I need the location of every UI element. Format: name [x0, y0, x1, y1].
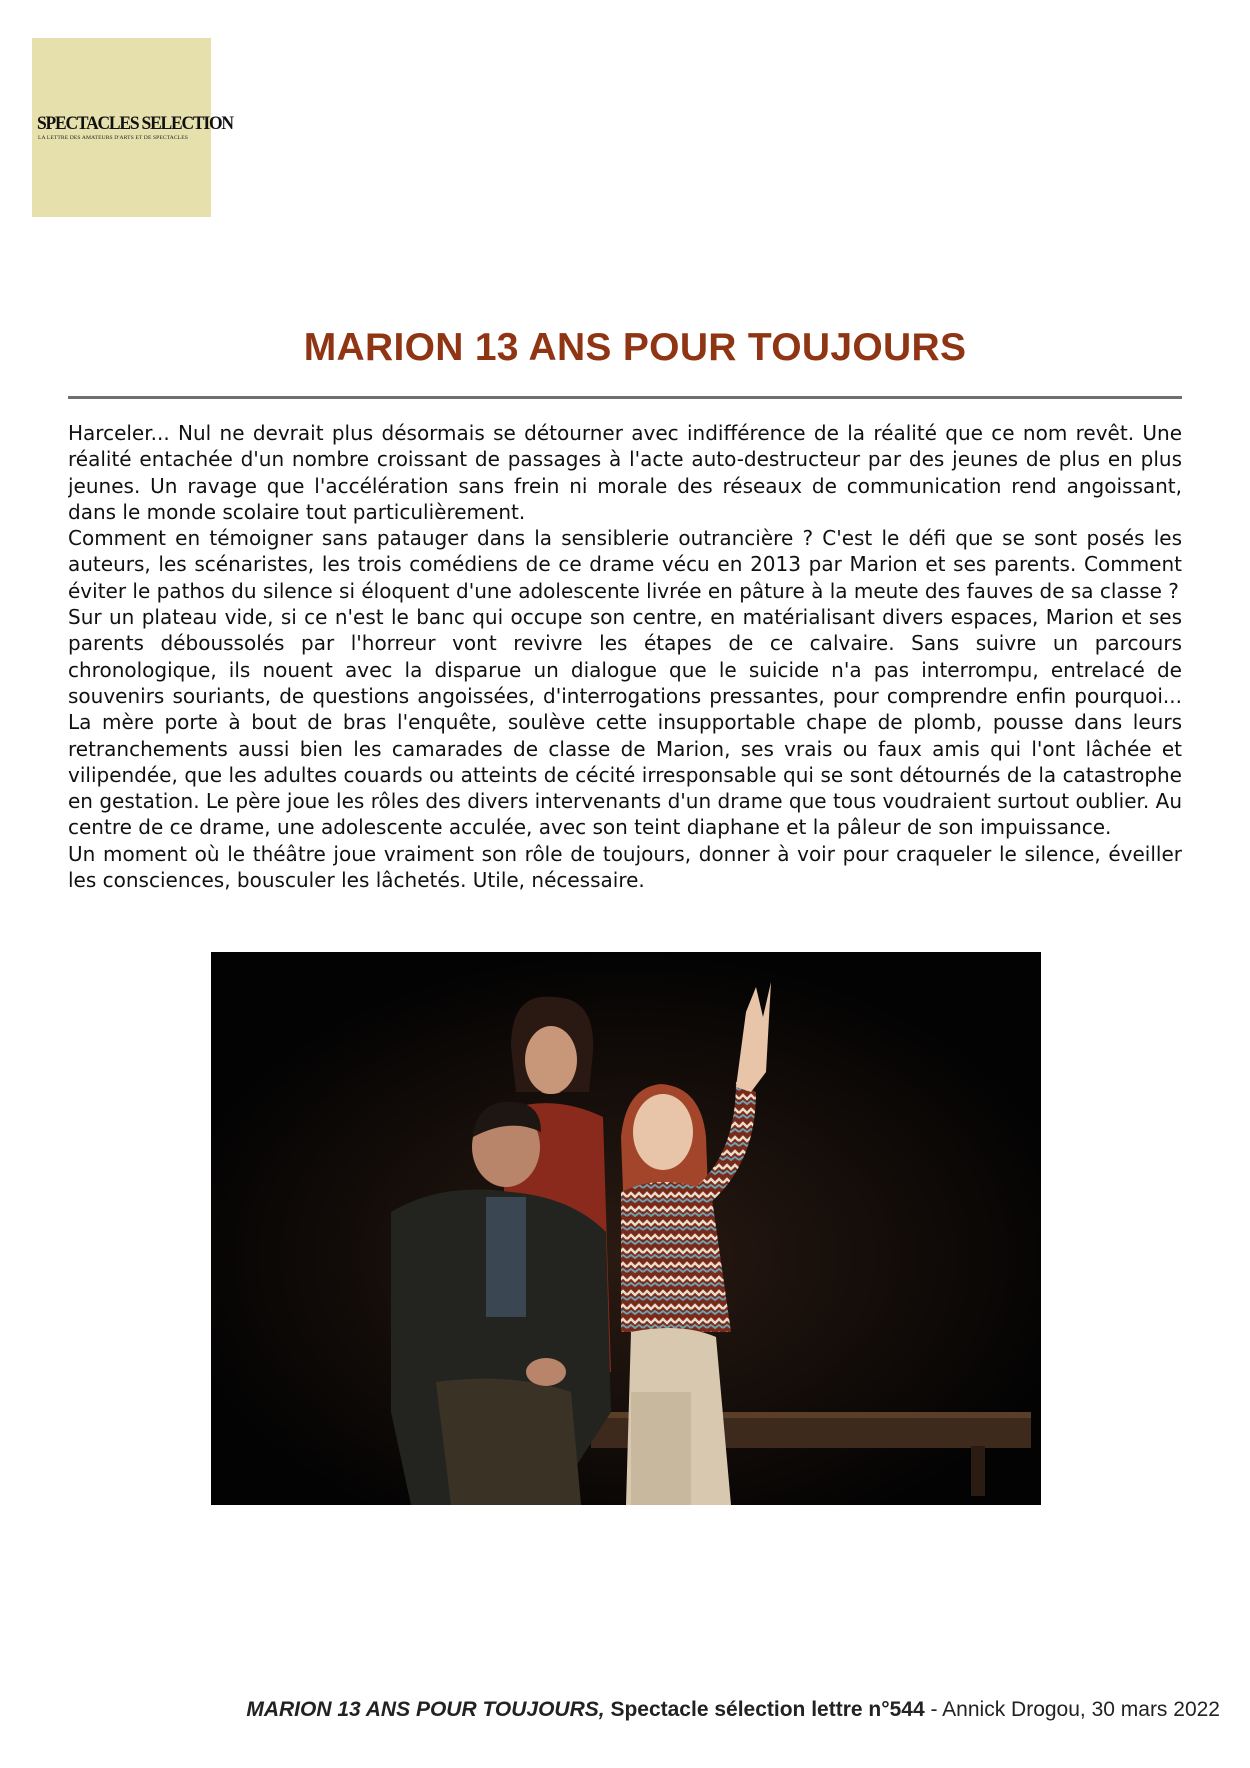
article-body — [68, 420, 1182, 950]
logo-subtitle: LA LETTRE DES AMATEURS D'ARTS ET DE SPECTACLES — [38, 135, 189, 141]
headline-divider — [68, 396, 1182, 399]
article-headline: MARION 13 ANS POUR TOUJOURS — [303, 326, 967, 369]
article-paragraph: Sur un plateau vide, si ce n'est le banc qui occupe son centre, en matérialisant divers espaces, Marion et ses parents déboussolés par l'horreur vont revivre les étapes de ce calvaire. Sans suivre un parcours chronologique, ils nouent avec la disparue un dialogue que le suicide n'a pas interrompu, entrelacé de souvenirs souriants, de questions angoissées, d'interrogations pressantes, pour comprendre enfin pourquoi... La mère porte à bout de bras l'enquête, soulève cette insupportable chape de plomb, pousse dans leurs retranchements aussi bien les camarades de classe de Marion, ses vrais ou faux amis qui l'ont lâchée et vilipendée, que les adultes couards ou atteints de cécité irresponsable qui se sont détournés de la catastrophe en gestation. Le père joue les rôles des divers intervenants d'un drame que tous voudraient surtout oublier. Au centre de ce drame, une adolescente acculée, avec son teint diaphane et la pâleur de son impuissance. — [68, 605, 1182, 840]
page-footer — [246, 1698, 1220, 1722]
logo-title: SPECTACLES SELECTION — [37, 113, 233, 134]
stage-photo — [211, 952, 1041, 1505]
footer-credit: - Annick Drogou, 30 mars 2022 — [930, 1698, 1220, 1721]
article-paragraph: Comment en témoigner sans patauger dans la sensiblerie outrancière ? C'est le défi que se sont posés les auteurs, les scénaristes, les trois comédiens de ce drame vécu en 2013 par Marion et ses parents. Comment éviter le pathos du silence si éloquent d'une adolescente livrée en pâture à la meute des fauves de sa classe ? — [68, 526, 1182, 603]
article-paragraph: Un moment où le théâtre joue vraiment son rôle de toujours, donner à voir pour craqueler le silence, éveiller les consciences, bousculer les lâchetés. Utile, nécessaire. — [68, 841, 1182, 893]
footer-publication: Spectacle sélection lettre n°544 — [610, 1698, 925, 1721]
footer-title: MARION 13 ANS POUR TOUJOURS, — [246, 1698, 605, 1721]
publication-logo — [32, 38, 233, 217]
article-paragraph: Harceler... Nul ne devrait plus désormais se détourner avec indifférence de la réalité que ce nom revêt. Une réalité entachée d'un nombre croissant de passages à l'acte auto-destructeur par des jeunes de plus en plus jeunes. Un ravage que l'accélération sans frein ni morale des réseaux de communication rend angoissant, dans le monde scolaire tout particulièrement. — [68, 421, 1182, 524]
